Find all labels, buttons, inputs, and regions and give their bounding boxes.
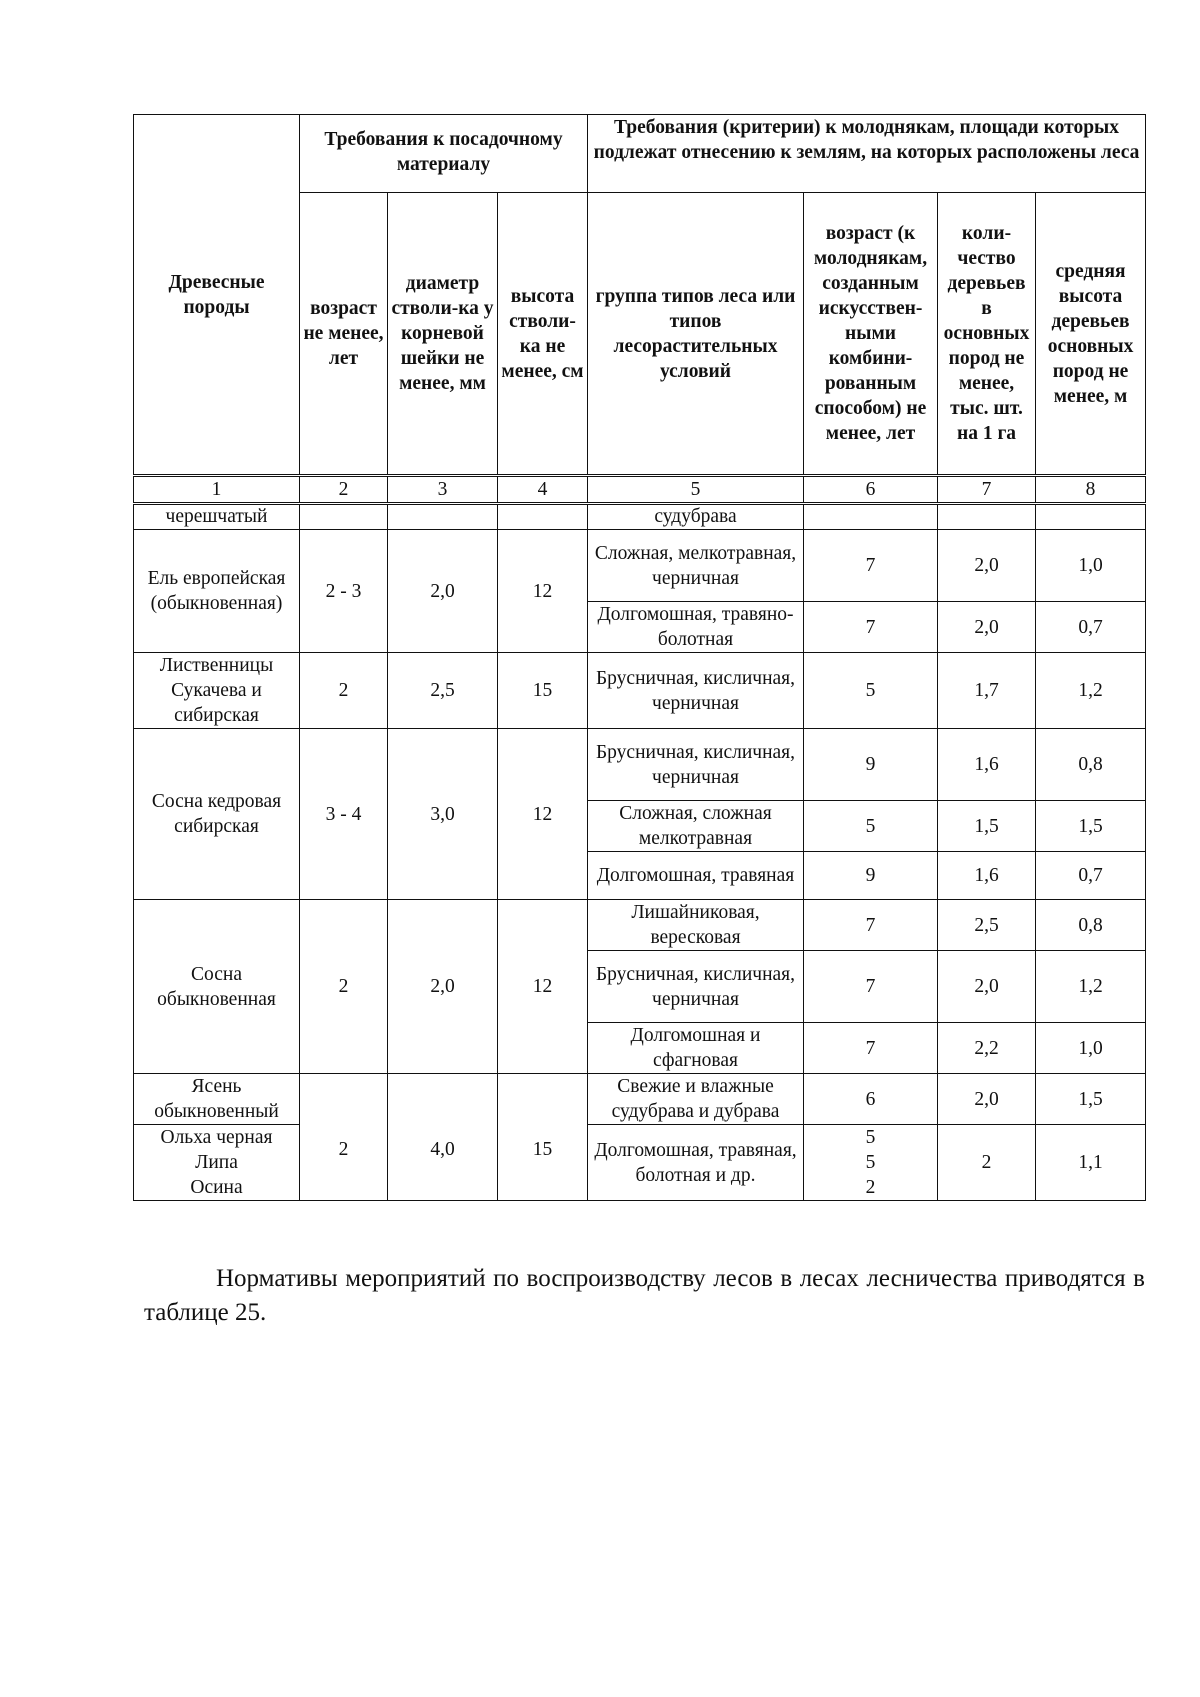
column-number: 4 xyxy=(498,476,588,504)
forest-type-cell: Лишайниковая, вересковая xyxy=(588,900,804,951)
forest-type-cell: Брусничная, кисличная, черничная xyxy=(588,951,804,1023)
column-numbers-row xyxy=(134,476,1146,504)
header-age: возраст не менее, лет xyxy=(300,193,388,476)
age-cell: 2 - 3 xyxy=(300,530,388,653)
count-cell: 1,5 xyxy=(938,801,1036,852)
column-number: 8 xyxy=(1036,476,1146,504)
header-planting-material: Требования к посадочному материалу xyxy=(300,115,588,193)
empty-cell xyxy=(388,504,498,530)
count-cell: 2,0 xyxy=(938,530,1036,602)
table-row xyxy=(134,530,1146,602)
forest-type-cell: судубрава xyxy=(588,504,804,530)
species-cell: Ольха черная Липа Осина xyxy=(134,1125,300,1201)
forest-type-cell: Свежие и влажные судубрава и дубрава xyxy=(588,1074,804,1125)
table-row xyxy=(134,653,1146,729)
avg-height-cell: 1,0 xyxy=(1036,530,1146,602)
young-age-cell: 5 xyxy=(804,801,938,852)
forest-type-cell: Долгомошная, травяная, болотная и др. xyxy=(588,1125,804,1201)
table-row xyxy=(134,1074,1146,1125)
young-age-cell: 7 xyxy=(804,900,938,951)
young-age-cell: 9 xyxy=(804,729,938,801)
forest-type-cell: Сложная, сложная мелкотравная xyxy=(588,801,804,852)
column-number: 5 xyxy=(588,476,804,504)
avg-height-cell: 0,7 xyxy=(1036,852,1146,900)
species-cell: Сосна обыкновенная xyxy=(134,900,300,1074)
count-cell: 1,7 xyxy=(938,653,1036,729)
continuation-row xyxy=(134,504,1146,530)
header-young-stands: Требования (критерии) к молоднякам, площади которых подлежат отнесению к землям, на которых расположены леса xyxy=(588,115,1146,193)
table-header xyxy=(134,115,1146,476)
empty-cell xyxy=(938,504,1036,530)
young-age-cell: 7 xyxy=(804,951,938,1023)
empty-cell xyxy=(1036,504,1146,530)
count-cell: 2 xyxy=(938,1125,1036,1201)
table-row xyxy=(134,1125,1146,1201)
count-cell: 2,0 xyxy=(938,1074,1036,1125)
count-cell: 2,0 xyxy=(938,602,1036,653)
forest-type-cell: Долгомошная, травяно-болотная xyxy=(588,602,804,653)
column-number: 1 xyxy=(134,476,300,504)
diameter-cell: 4,0 xyxy=(388,1074,498,1201)
height-cell: 15 xyxy=(498,1074,588,1201)
closing-paragraph: Нормативы мероприятий по воспроизводству лесов в лесах лесничества приводятся в таблице 25. xyxy=(144,1265,1145,1326)
young-age-cell: 7 xyxy=(804,602,938,653)
table-row xyxy=(134,900,1146,951)
avg-height-cell: 1,2 xyxy=(1036,951,1146,1023)
table-body xyxy=(134,476,1146,1201)
header-species: Древесные породы xyxy=(134,115,300,476)
avg-height-cell: 1,1 xyxy=(1036,1125,1146,1201)
species-cell: Ясень обыкновенный xyxy=(134,1074,300,1125)
age-cell: 3 - 4 xyxy=(300,729,388,900)
forest-type-cell: Брусничная, кисличная, черничная xyxy=(588,729,804,801)
diameter-cell: 2,0 xyxy=(388,900,498,1074)
header-height: высота стволи-ка не менее, см xyxy=(498,193,588,476)
species-cell: Лиственницы Сукачева и сибирская xyxy=(134,653,300,729)
header-young-age: возраст (к молоднякам, созданным искусствен-ными комбини-рованным способом) не менее, лет xyxy=(804,193,938,476)
young-age-cell: 6 xyxy=(804,1074,938,1125)
diameter-cell: 2,5 xyxy=(388,653,498,729)
count-cell: 1,6 xyxy=(938,852,1036,900)
young-age-cell: 7 xyxy=(804,530,938,602)
height-cell: 12 xyxy=(498,530,588,653)
species-cell: Сосна кедровая сибирская xyxy=(134,729,300,900)
young-age-cell: 9 xyxy=(804,852,938,900)
header-count: коли-чество деревьев в основных пород не менее, тыс. шт. на 1 га xyxy=(938,193,1036,476)
column-number: 7 xyxy=(938,476,1036,504)
column-number: 2 xyxy=(300,476,388,504)
count-cell: 2,2 xyxy=(938,1023,1036,1074)
header-avg-height: средняя высота деревьев основных пород не менее, м xyxy=(1036,193,1146,476)
diameter-cell: 3,0 xyxy=(388,729,498,900)
forest-type-cell: Сложная, мелкотравная, черничная xyxy=(588,530,804,602)
empty-cell xyxy=(498,504,588,530)
column-number: 6 xyxy=(804,476,938,504)
count-cell: 2,0 xyxy=(938,951,1036,1023)
species-cell: черешчатый xyxy=(134,504,300,530)
avg-height-cell: 1,5 xyxy=(1036,1074,1146,1125)
age-cell: 2 xyxy=(300,653,388,729)
norms-table xyxy=(133,114,1146,1201)
age-cell: 2 xyxy=(300,1074,388,1201)
age-cell: 2 xyxy=(300,900,388,1074)
count-cell: 1,6 xyxy=(938,729,1036,801)
species-cell: Ель европейская (обыкновенная) xyxy=(134,530,300,653)
height-cell: 12 xyxy=(498,900,588,1074)
height-cell: 15 xyxy=(498,653,588,729)
column-number: 3 xyxy=(388,476,498,504)
avg-height-cell: 1,0 xyxy=(1036,1023,1146,1074)
height-cell: 12 xyxy=(498,729,588,900)
young-age-cell: 5 5 2 xyxy=(804,1125,938,1201)
young-age-cell: 5 xyxy=(804,653,938,729)
avg-height-cell: 0,8 xyxy=(1036,900,1146,951)
header-forest-type: группа типов леса или типов лесорастительных условий xyxy=(588,193,804,476)
avg-height-cell: 1,2 xyxy=(1036,653,1146,729)
empty-cell xyxy=(804,504,938,530)
young-age-cell: 7 xyxy=(804,1023,938,1074)
forest-type-cell: Долгомошная, травяная xyxy=(588,852,804,900)
empty-cell xyxy=(300,504,388,530)
avg-height-cell: 1,5 xyxy=(1036,801,1146,852)
count-cell: 2,5 xyxy=(938,900,1036,951)
header-diameter: диаметр стволи-ка у корневой шейки не менее, мм xyxy=(388,193,498,476)
forest-type-cell: Долгомошная и сфагновая xyxy=(588,1023,804,1074)
table-row xyxy=(134,729,1146,801)
avg-height-cell: 0,8 xyxy=(1036,729,1146,801)
diameter-cell: 2,0 xyxy=(388,530,498,653)
forest-type-cell: Брусничная, кисличная, черничная xyxy=(588,653,804,729)
avg-height-cell: 0,7 xyxy=(1036,602,1146,653)
